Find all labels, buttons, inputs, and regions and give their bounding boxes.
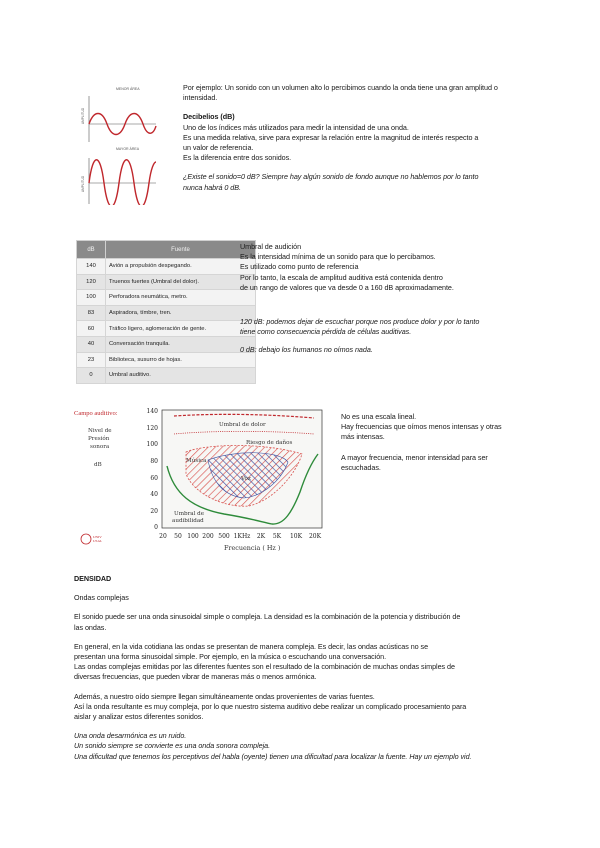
pain-label: Umbral de dolor: [219, 422, 266, 428]
damage-label: Riesgo de daños: [246, 440, 293, 446]
xtick: 20: [159, 533, 167, 540]
ytick: 0: [154, 524, 158, 531]
scale-line-5: escuchadas.: [341, 462, 381, 472]
ytick: 60: [150, 475, 158, 482]
xtick: 50: [174, 533, 182, 540]
zero-db-question-2: nunca habrá 0 dB.: [183, 182, 241, 192]
threshold-line-3: Por lo tanto, la escala de amplitud auditiva está contenida dentro: [240, 272, 443, 282]
ytick: 140: [146, 408, 158, 415]
scale-line-2: Hay frecuencias que oímos menos intensas y otras: [341, 422, 502, 432]
xtick: 100: [187, 533, 199, 540]
db-source: Avión a propulsión despegando.: [106, 259, 256, 275]
density-p2c: Las ondas complejas emitidas por las diferentes fuentes son el resultado de la combinación de muchas ondas simples de: [74, 662, 455, 672]
density-p3b: Así la onda resultante es muy compleja, por lo que nuestro sistema auditivo debe realizar un complicado procesamiento para: [74, 701, 467, 711]
noise-note: Una onda desarmónica es un ruido.: [74, 731, 187, 741]
table-row: [77, 274, 256, 290]
x-axis-label: Frecuencia ( Hz ): [224, 544, 281, 552]
localization-note: Una dificultad que tenemos los perceptivos del habla (oyente) tienen una dificultad para localizar la fuente. Hay un ejemplo vid.: [74, 751, 472, 761]
scale-note-block: [341, 412, 541, 473]
xtick: 20K: [308, 533, 322, 540]
db-value: 120: [77, 274, 106, 290]
ylabel-line-3: sonora: [90, 444, 110, 450]
density-section: [74, 574, 544, 762]
complex-note: Un sonido siempre se convierte es una onda sonora compleja.: [74, 741, 271, 751]
density-p2d: diversas frecuencias, que pueden vibrar de maneras más o menos armónica.: [74, 672, 317, 682]
density-p2a: En general, en la vida cotidiana las ondas se presentan de manera compleja. Es decir, las ondas acústicas no se: [74, 641, 429, 651]
db-source: Aspiradora, tímbre, tren.: [106, 305, 256, 321]
table-row: [77, 336, 256, 352]
db-source: Perforadora neumática, metro.: [106, 290, 256, 306]
threshold-line-2: Es utilizado como punto de referencia: [240, 262, 359, 272]
density-heading: DENSIDAD: [74, 574, 112, 583]
table-header-source: Fuente: [106, 241, 256, 259]
xtick: 1KHz: [233, 533, 251, 540]
decibel-line-3: un valor de referencia.: [183, 143, 254, 153]
wave-label-bottom: MAYOR ÁREA: [116, 147, 140, 151]
x-ticks: [159, 533, 321, 540]
db-value: 23: [77, 352, 106, 368]
xtick: 5K: [272, 533, 282, 540]
y-ticks: [147, 408, 159, 531]
zero-db-note: 0 dB: debajo los humanos no oímos nada.: [240, 345, 373, 355]
zero-db-question-1: ¿Existe el sonido=0 dB? Siempre hay algún sonido de fondo aunque no hablemos por lo tanto: [183, 172, 479, 182]
sound-wave-figure: [76, 80, 176, 205]
threshold-line-4: de un rango de valores que va desde 0 a 160 dB aproximadamente.: [240, 282, 454, 292]
density-p3a: Además, a nuestro oído siempre llegan simultáneamente ondas provenientes de varias fuentes.: [74, 691, 375, 701]
xtick: 10K: [289, 533, 303, 540]
complex-waves-subheading: Ondas complejas: [74, 593, 129, 603]
xtick: 500: [218, 533, 230, 540]
voice-label: Voz: [241, 476, 251, 482]
wave-axis-label-bottom: AMPLITUD: [81, 175, 85, 192]
decibel-line-1: Uno de los índices más utilizados para medir la intensidad de una onda.: [183, 122, 409, 132]
large-amplitude-wave: [89, 160, 156, 205]
db-value: 60: [77, 321, 106, 337]
ylabel-line-1: Nivel de: [88, 428, 112, 434]
density-p3c: aislar y analizar estos diferentes sonidos.: [74, 712, 204, 722]
ylabel-db: dB: [94, 462, 102, 468]
db-source: Conversación tranquila.: [106, 336, 256, 352]
ytick: 120: [146, 425, 158, 432]
ylabel-line-2: Presión: [88, 436, 110, 442]
density-p1a: El sonido puede ser una onda sinusoidal simple o compleja. La densidad es la combinación de la potencia y distribución de: [74, 612, 461, 622]
decibel-sources-table: [76, 240, 256, 384]
db-source: Biblioteca, susurro de hojas.: [106, 352, 256, 368]
db-value: 0: [77, 368, 106, 384]
db-source: Umbral auditivo.: [106, 368, 256, 384]
scale-line-3: más intensas.: [341, 432, 385, 442]
table-row: [77, 368, 256, 384]
table-header-db: dB: [77, 241, 106, 259]
xtick: 200: [202, 533, 214, 540]
threshold-line-1: Es la intensidad mínima de un sonido para que lo percibamos.: [240, 252, 436, 262]
ytick: 80: [150, 458, 158, 465]
xtick: 2K: [256, 533, 266, 540]
scale-line-1: No es una escala lineal.: [341, 412, 417, 421]
threshold-label-2: audibilidad: [172, 518, 204, 524]
threshold-heading: Umbral de audición: [240, 242, 302, 251]
threshold-block: [240, 242, 540, 356]
table-row: [77, 352, 256, 368]
corner-label: Campo auditivo:: [74, 410, 118, 417]
decibel-heading: Decibelios (dB): [183, 112, 235, 122]
music-label: Música: [186, 458, 207, 464]
table-row: [77, 321, 256, 337]
decibel-line-4: Es la diferencia entre dos sonidos.: [183, 153, 292, 163]
table-row: [77, 305, 256, 321]
amplitude-example: Por ejemplo: Un sonido con un volumen alto lo percibimos cuando la onda tiene una gran amplitud o intensidad.: [183, 83, 498, 103]
db-source: Tráfico ligero, aglomeración de gente.: [106, 321, 256, 337]
ytick: 100: [146, 441, 158, 448]
pain-note-1: 120 dB: podemos dejar de escuchar porque nos produce dolor y por lo tanto: [240, 317, 480, 327]
db-value: 140: [77, 259, 106, 275]
intro-block: [183, 83, 513, 193]
table-row: [77, 290, 256, 306]
decibel-line-2: Es una medida relativa, sirve para expresar la relación entre la magnitud de interés respecto a: [183, 132, 479, 142]
db-source: Truenos fuertes (Umbral del dolor).: [106, 274, 256, 290]
db-value: 83: [77, 305, 106, 321]
threshold-label-1: Umbral de: [174, 511, 205, 517]
scale-line-4: A mayor frecuencia, menor intensidad para ser: [341, 452, 488, 462]
db-value: 100: [77, 290, 106, 306]
table-row: [77, 259, 256, 275]
ytick: 40: [150, 491, 158, 498]
wave-label-top: MENOR ÁREA: [116, 87, 140, 91]
wave-axis-label-top: AMPLITUD: [81, 107, 85, 124]
table-header-row: [77, 241, 256, 259]
density-p2b: presentan una forma sinusoidal simple. Por ejemplo, en la música o escuchando una conversación.: [74, 652, 387, 662]
db-value: 40: [77, 336, 106, 352]
university-logo-icon: [81, 534, 102, 544]
hearing-field-chart: [74, 404, 334, 562]
svg-text:UNIV: UNIV: [93, 535, 102, 539]
svg-text:USAL: USAL: [93, 539, 103, 543]
density-p1b: las ondas.: [74, 622, 107, 632]
ytick: 20: [150, 508, 158, 515]
pain-note-2: tiene como consecuencia pérdida de células auditivas.: [240, 327, 412, 337]
